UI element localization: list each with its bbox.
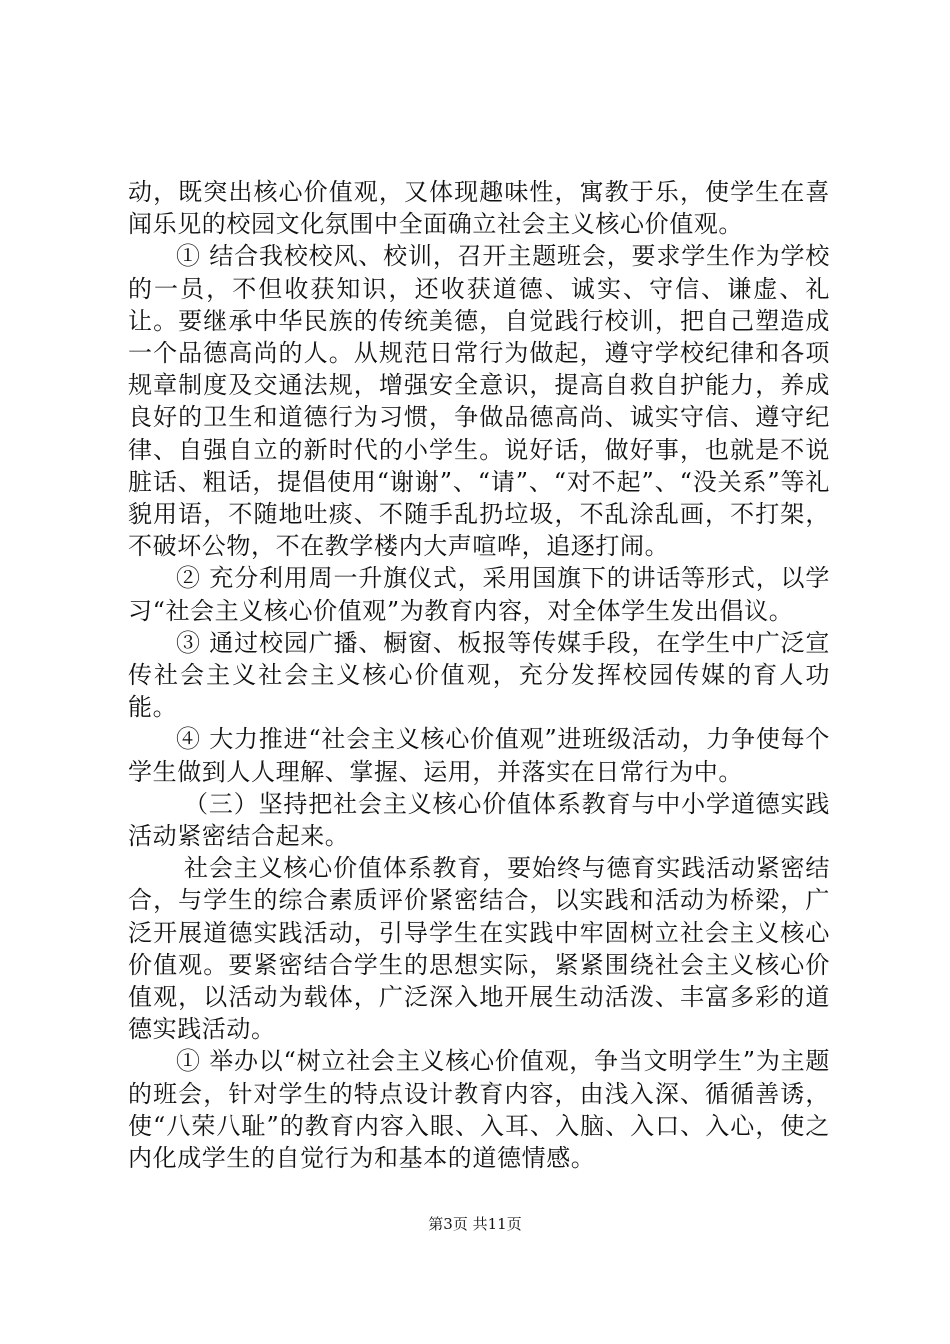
paragraph-continuation: 动，既突出核心价值观，又体现趣味性，寓教于乐，使学生在喜闻乐见的校园文化氛围中全面确立社会主义核心价值观。 [128,178,830,239]
paragraph-item-2: ② 充分利用周一升旗仪式，采用国旗下的讲话等形式，以学习“社会主义核心价值观”为教育内容，对全体学生发出倡议。 [128,564,830,625]
paragraph-item-1: ① 结合我校校风、校训，召开主题班会，要求学生作为学校的一员，不但收获知识，还收获道德、诚实、守信、谦虚、礼让。要继承中华民族的传统美德，自觉践行校训，把自己塑造成一个品德高尚的人。从规范日常行为做起，遵守学校纪律和各项规章制度及交通法规，增强安全意识，提高自救自护能力，养成良好的卫生和道德行为习惯，争做品德高尚、诚实守信、遵守纪律、自强自立的新时代的小学生。说好话，做好事，也就是不说脏话、粗话，提倡使用“谢谢”、“请”、“对不起”、“没关系”等礼貌用语，不随地吐痰、不随手乱扔垃圾，不乱涂乱画，不打架，不破坏公物，不在教学楼内大声喧哗，追逐打闹。 [128,242,830,561]
paragraph-section-body: 社会主义核心价值体系教育，要始终与德育实践活动紧密结合，与学生的综合素质评价紧密结合，以实践和活动为桥梁，广泛开展道德实践活动，引导学生在实践中牢固树立社会主义核心价值观。要紧密结合学生的思想实际，紧紧围绕社会主义核心价值观，以活动为载体，广泛深入地开展生动活泼、丰富多彩的道德实践活动。 [128,854,830,1044]
paragraph-item-4: ④ 大力推进“社会主义核心价值观”进班级活动，力争使每个学生做到人人理解、掌握、运用，并落实在日常行为中。 [128,725,830,786]
paragraph-item-3: ③ 通过校园广播、橱窗、板报等传媒手段，在学生中广泛宣传社会主义社会主义核心价值观，充分发挥校园传媒的育人功能。 [128,628,830,722]
page-number-footer: 第3页 共11页 [428,1215,522,1233]
document-body [128,176,830,1174]
section-heading-3: （三）坚持把社会主义核心价值体系教育与中小学道德实践活动紧密结合起来。 [128,789,830,851]
paragraph-item-5: ① 举办以“树立社会主义核心价值观，争当文明学生”为主题的班会，针对学生的特点设计教育内容，由浅入深、循循善诱，使“八荣八耻”的教育内容入眼、入耳、入脑、入口、入心，使之内化成学生的自觉行为和基本的道德情感。 [128,1047,830,1173]
